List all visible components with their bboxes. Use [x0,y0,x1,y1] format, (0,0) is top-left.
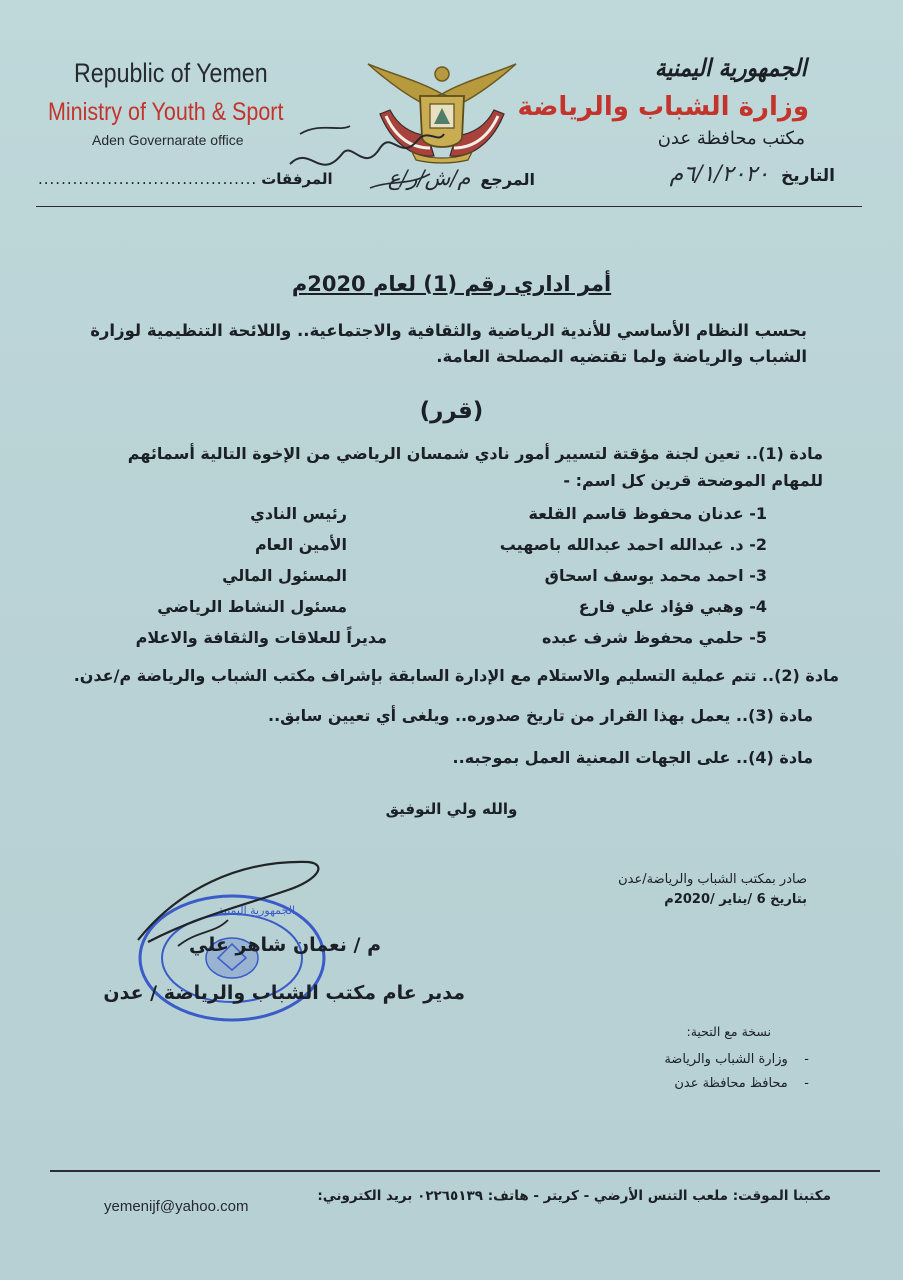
header-divider [36,206,862,207]
member-role: رئيس النادي [250,504,347,523]
footer-email: yemenijf@yahoo.com [104,1198,249,1215]
reference-value: م/ش/ر/ع [387,166,471,190]
ar-country: الجمهورية اليمنية [655,54,807,82]
signatory-title: مدير عام مكتب الشباب والرياضة / عدن [103,982,465,1004]
preamble [77,318,807,370]
order-title: أمر اداري رقم (1) لعام 2020م [291,272,612,296]
copy-item: - محافظ محافظة عدن [674,1076,809,1091]
reference-label: المرجع [480,170,535,189]
member-name: 5- حلمي محفوظ شرف عبده [541,628,767,647]
issued-block [618,870,807,910]
member-row [137,628,767,659]
article-2: مادة (2).. تتم عملية التسليم والاستلام مع الإدارة السابقة بإشراف مكتب الشباب والرياضة م/عدن. [73,666,839,685]
attachments-value: ...................................... [38,170,258,188]
member-row [137,566,767,597]
date-field [670,162,835,187]
member-role: المسئول المالي [222,566,347,585]
date-value: ٦/١/٢٠٢٠م [669,162,770,187]
article-3: مادة (3).. يعمل بهذا القرار من تاريخ صدوره.. ويلغى أي تعيين سابق.. [268,706,813,725]
closing-phrase: والله ولي التوفيق [385,800,518,818]
date-label: التاريخ [781,166,835,186]
member-role: الأمين العام [254,535,347,554]
en-office: Aden Governarate office [92,132,244,148]
copy-item: - وزارة الشباب والرياضة [664,1052,809,1067]
footer-divider [50,1170,880,1172]
article-1-line-1: مادة (1).. تعين لجنة مؤقتة لتسيير أمور نادي شمسان الرياضي من الإخوة التالية أسمائهم [127,444,823,463]
member-name: 2- د. عبدالله احمد عبدالله باصهيب [499,535,767,554]
article-4: مادة (4).. على الجهات المعنية العمل بموجبه.. [452,748,813,767]
member-row [137,535,767,566]
member-row [137,597,767,628]
issued-place: صادر بمكتب الشباب والرياضة/عدن [618,872,807,887]
member-name: 3- احمد محمد يوسف اسحاق [544,566,767,585]
member-name: 1- عدنان محفوظ قاسم القلعة [528,504,767,523]
article-1-line-2: للمهام الموضحة قرين كل اسم: - [563,471,823,490]
article-1 [63,440,823,494]
preamble-line-1: بحسب النظام الأساسي للأندية الرياضية والثقافية والاجتماعية.. واللائحة التنظيمية لوزارة [90,321,807,340]
ar-ministry: وزارة الشباب والرياضة [517,92,809,122]
copies-heading: نسخة مع التحية: [686,1024,771,1039]
en-ministry: Ministry of Youth & Sport [48,98,284,126]
member-role: مسئول النشاط الرياضي [157,597,347,616]
stamp-text: الجمهورية اليمنية [218,904,296,917]
copies-list [664,1048,809,1096]
en-country: Republic of Yemen [74,58,268,88]
member-row [137,504,767,535]
footer-address: مكتبنا الموقت: ملعب التنس الأرضي - كريتر - هاتف: ٠٢٢٦٥١٣٩ بريد الكتروني: [317,1188,831,1204]
signatory-name: م / نعمان شاهر علي [188,934,381,956]
preamble-line-2: الشباب والرياضة ولما تقتضيه المصلحة العامة. [436,347,807,366]
attachments-label: المرفقات [261,170,333,188]
members-list [137,504,767,659]
decision-heading: (قرر) [419,398,484,424]
member-role: مديراً للعلاقات والثقافة والاعلام [135,628,387,647]
reference-handwriting-mark [280,104,450,200]
member-name: 4- وهبي فؤاد علي فارع [578,597,767,616]
ar-office: مكتب محافظة عدن [657,128,805,149]
issued-date: بتاريخ 6 /يناير /2020م [664,892,807,907]
